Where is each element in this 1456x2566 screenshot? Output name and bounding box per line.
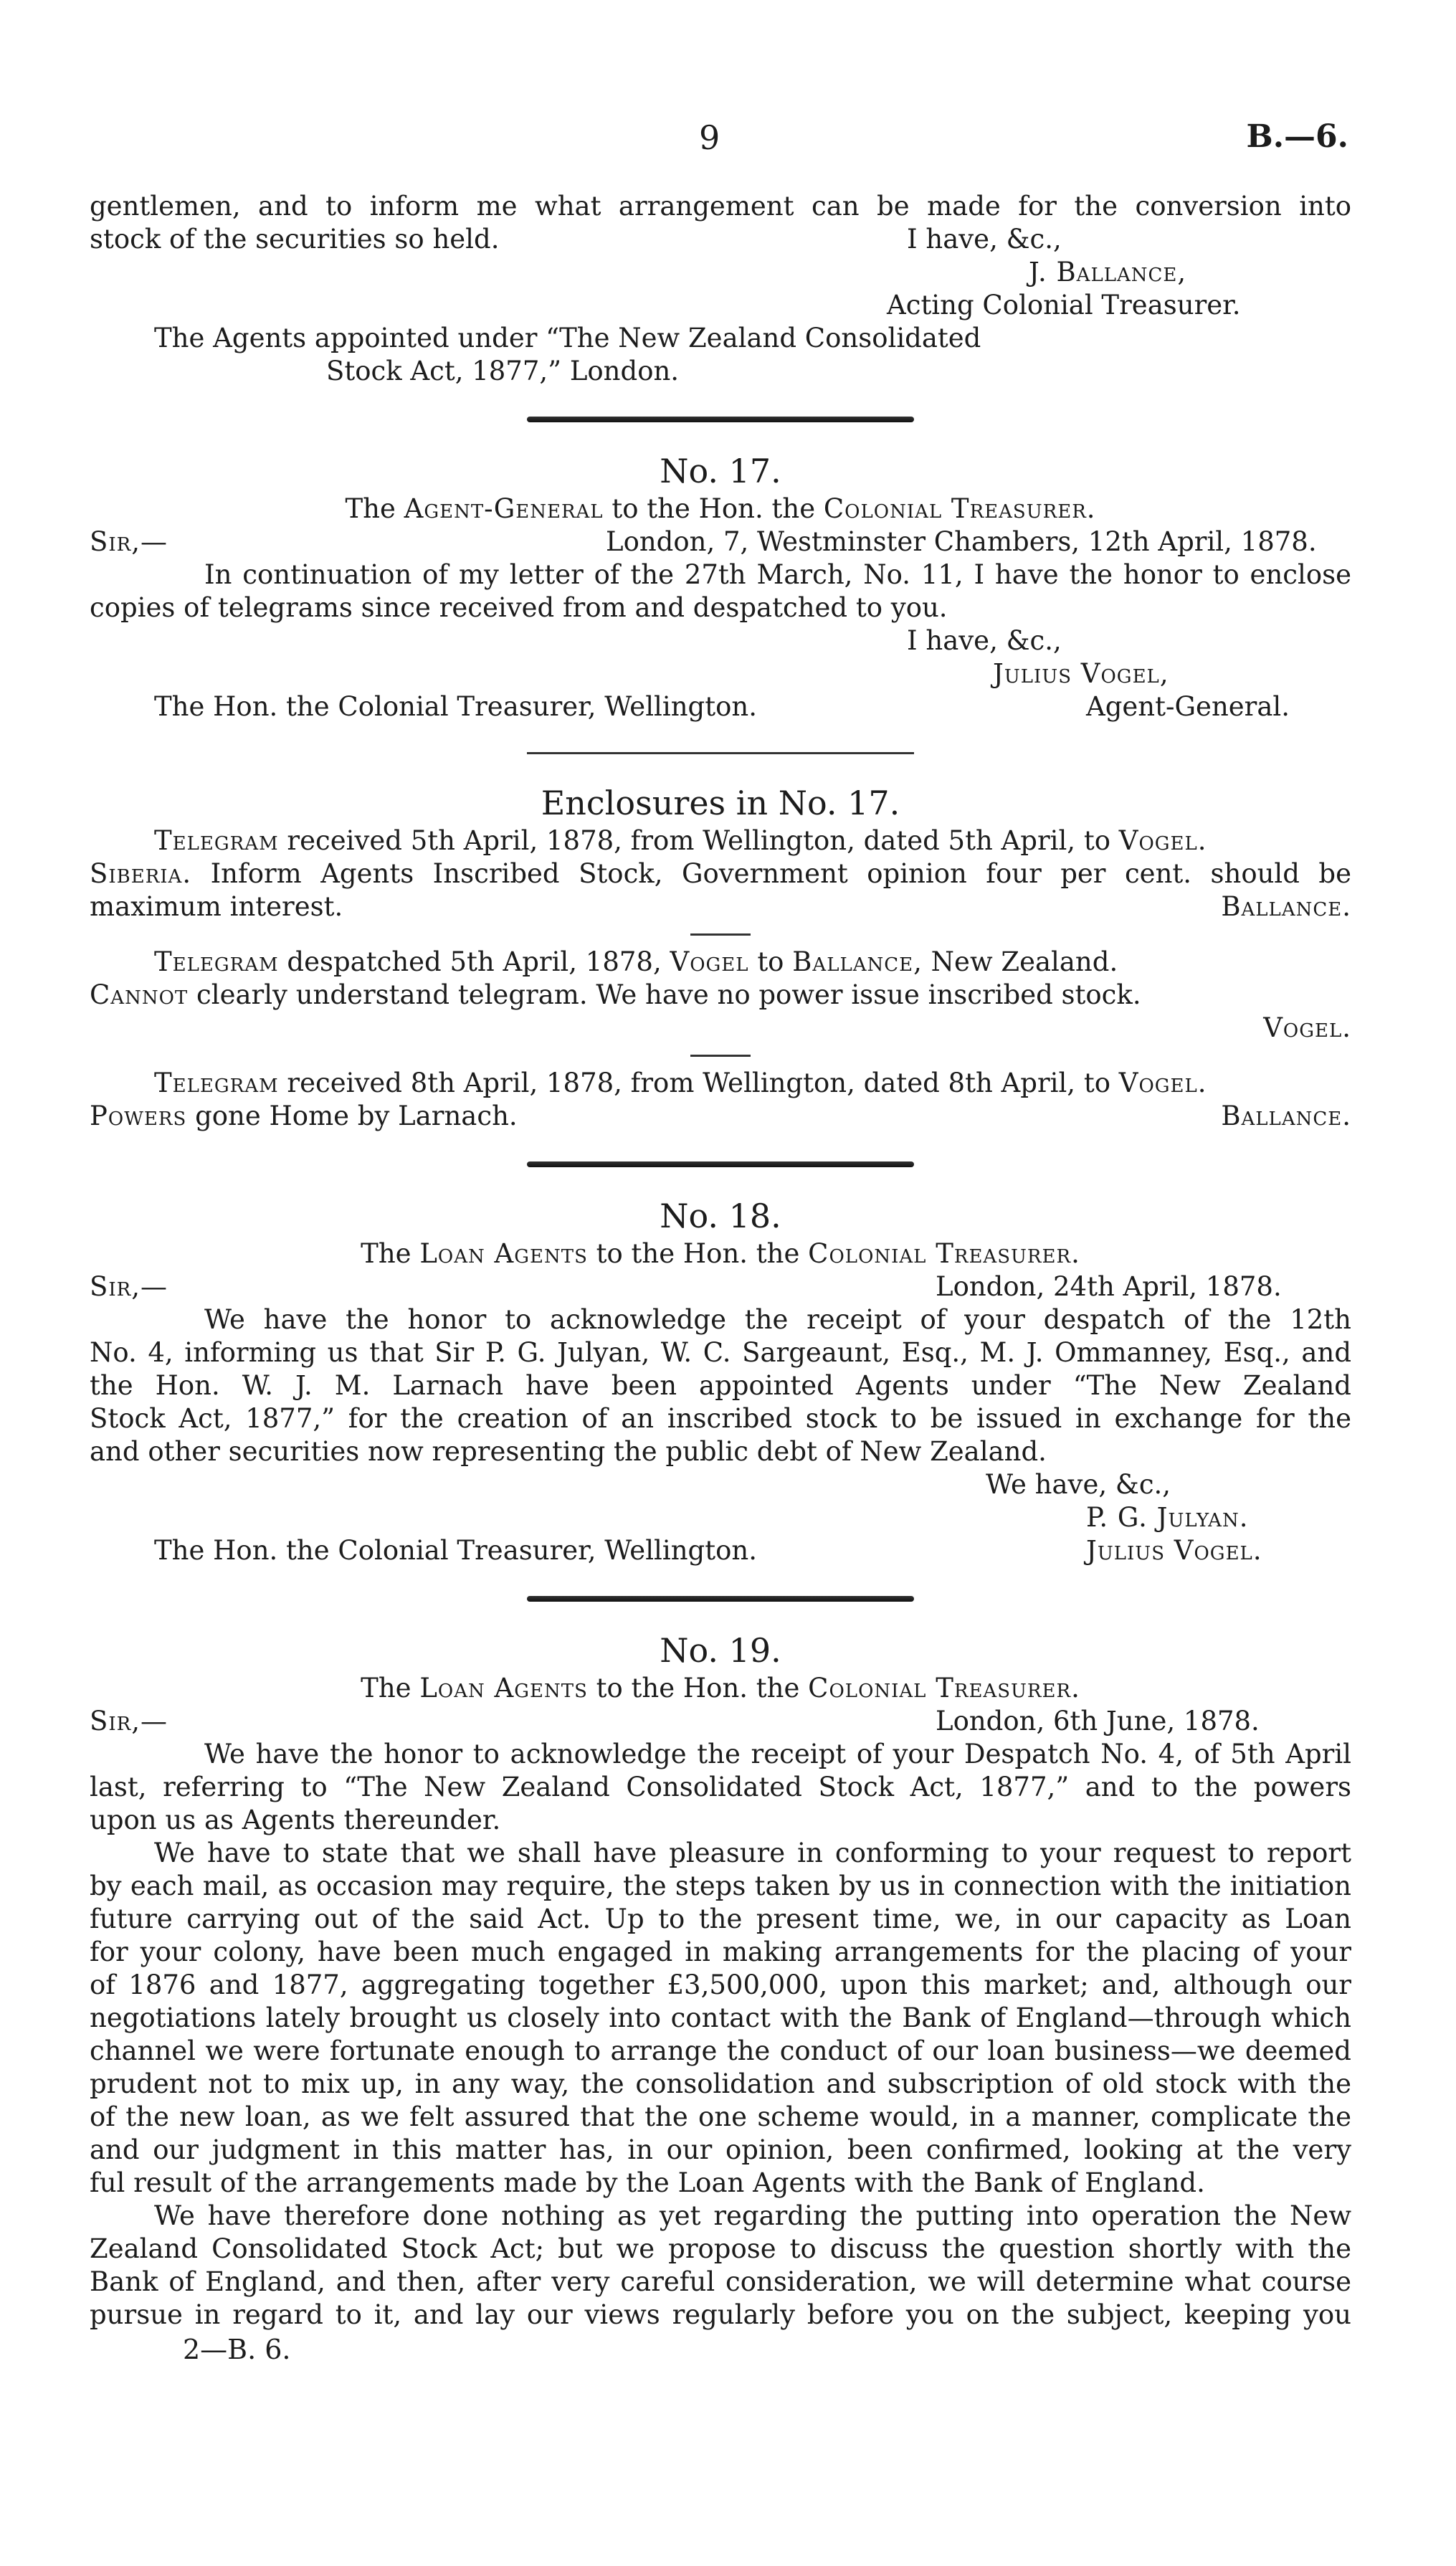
section-divider bbox=[527, 1161, 914, 1167]
body-line: In continuation of my letter of the 27th March, No. 11, I have the honor to enclose bbox=[204, 559, 1351, 590]
telegram-header: Telegram despatched 5th April, 1878, Vogel to Ballance, New Zealand. bbox=[154, 946, 1118, 977]
letter-title: The Loan Agents to the Hon. the Colonial Treasurer. bbox=[361, 1673, 1080, 1703]
telegram-body: Cannot clearly understand telegram. We have no power issue inscribed stock. bbox=[90, 979, 1141, 1010]
body-line: by each mail, as occasion may require, the steps taken by us in connection with the initiation bbox=[90, 1871, 1351, 1901]
letter-title: The Loan Agents to the Hon. the Colonial Treasurer. bbox=[361, 1238, 1080, 1269]
letter-no-18 bbox=[90, 1194, 1351, 1567]
salutation: Sir,— bbox=[90, 1271, 168, 1302]
body-line: We have therefore done nothing as yet regarding the putting into operation the New bbox=[154, 2200, 1351, 2231]
body-line: No. 4, informing us that Sir P. G. Julyan, W. C. Sargeaunt, Esq., M. J. Ommanney, Esq., and bbox=[90, 1337, 1351, 1368]
document-reference: B.—6. bbox=[1246, 118, 1348, 155]
page-body bbox=[90, 190, 1351, 2366]
addressee: Stock Act, 1877,” London. bbox=[326, 356, 680, 386]
body-line: copies of telegrams since received from and despatched to you. bbox=[90, 592, 948, 623]
body-line: channel we were fortunate enough to arrange the conduct of our loan business—we deemed bbox=[90, 2035, 1351, 2066]
telegram-body: Siberia. Inform Agents Inscribed Stock, Government opinion four per cent. should be bbox=[90, 858, 1351, 889]
addressee: The Agents appointed under “The New Zealand Consolidated bbox=[154, 323, 981, 353]
body-line: future carrying out of the said Act. Up to the present time, we, in our capacity as Loan bbox=[90, 1904, 1351, 1934]
body-line: for your colony, have been much engaged in making arrangements for the placing of your bbox=[90, 1937, 1351, 1967]
signature-mark: 2—B. 6. bbox=[183, 2334, 291, 2365]
letter-no-19 bbox=[90, 1629, 1351, 2332]
dateline: London, 6th June, 1878. bbox=[936, 1706, 1260, 1736]
intro-letter bbox=[90, 190, 1351, 388]
body-line: Zealand Consolidated Stock Act; but we propose to discuss the question shortly with the bbox=[90, 2233, 1351, 2264]
section-divider bbox=[527, 1596, 914, 1602]
telegram-signature: Ballance. bbox=[1221, 1101, 1351, 1131]
signature-title: Agent-General. bbox=[1086, 691, 1290, 722]
salutation: Sir,— bbox=[90, 1706, 168, 1736]
signature: P. G. Julyan. bbox=[1086, 1502, 1249, 1533]
enclosures-heading: Enclosures in No. 17. bbox=[541, 784, 900, 822]
telegram-body: Powers bbox=[90, 1101, 187, 1131]
telegram-signature: Vogel. bbox=[1263, 1012, 1351, 1043]
letter-number: No. 17. bbox=[660, 452, 781, 490]
letter-number: No. 19. bbox=[660, 1631, 781, 1670]
letter-title: The Agent-General to the Hon. the Colonial Treasurer. bbox=[345, 493, 1096, 524]
body-line: of 1876 and 1877, aggregating together £3,500,000, upon this market; and, although our bbox=[90, 1969, 1351, 2000]
body-line: of the new loan, as we felt assured that the one scheme would, in a manner, complicate the bbox=[90, 2101, 1351, 2132]
closing: I have, &c., bbox=[907, 625, 1062, 656]
closing: We have, &c., bbox=[986, 1469, 1171, 1500]
signature: J. Ballance, bbox=[1029, 257, 1187, 288]
telegram-signature: Ballance. bbox=[1221, 891, 1351, 922]
telegram-header: Telegram received 5th April, 1878, from Wellington, dated 5th April, to Vogel. bbox=[154, 825, 1207, 856]
body-line: Bank of England, and then, after very careful consideration, we will determine what course bbox=[90, 2266, 1351, 2297]
body-line: Stock Act, 1877,” for the creation of an inscribed stock to be issued in exchange for the bbox=[90, 1403, 1351, 1434]
section-divider bbox=[527, 417, 914, 422]
signature: Julius Vogel, bbox=[993, 658, 1169, 689]
section-divider bbox=[527, 752, 914, 754]
salutation: Sir,— bbox=[90, 526, 168, 557]
page-header bbox=[0, 118, 1456, 161]
body-line: negotiations lately brought us closely into contact with the Bank of England—through which bbox=[90, 2002, 1351, 2033]
signature-title: Acting Colonial Treasurer. bbox=[887, 290, 1241, 320]
signature: Julius Vogel. bbox=[1086, 1535, 1262, 1566]
telegram-divider bbox=[690, 933, 751, 936]
dateline: London, 24th April, 1878. bbox=[936, 1271, 1282, 1302]
body-line: last, referring to “The New Zealand Consolidated Stock Act, 1877,” and to the powers bbox=[90, 1772, 1351, 1802]
closing: I have, &c., bbox=[907, 224, 1062, 255]
body-line: upon us as Agents thereunder. bbox=[90, 1805, 501, 1835]
letter-no-17 bbox=[90, 450, 1351, 723]
telegram-body: maximum interest. bbox=[90, 891, 343, 922]
dateline: London, 7, Westminster Chambers, 12th April, 1878. bbox=[606, 526, 1317, 557]
body-line: We have the honor to acknowledge the receipt of your despatch of the 12th bbox=[204, 1304, 1351, 1335]
body-line: We have the honor to acknowledge the receipt of your Despatch No. 4, of 5th April bbox=[204, 1739, 1351, 1769]
letter-number: No. 18. bbox=[660, 1197, 781, 1235]
body-line: prudent not to mix up, in any way, the consolidation and subscription of old stock with the bbox=[90, 2068, 1351, 2099]
telegram-header: Telegram received 8th April, 1878, from Wellington, dated 8th April, to Vogel. bbox=[154, 1068, 1207, 1098]
body-line: and our judgment in this matter has, in our opinion, been confirmed, looking at the very bbox=[90, 2134, 1351, 2165]
intro-line: gentlemen, and to inform me what arrangement can be made for the conversion into bbox=[90, 191, 1351, 222]
body-line: ful result of the arrangements made by the Loan Agents with the Bank of England. bbox=[90, 2167, 1205, 2198]
addressee: The Hon. the Colonial Treasurer, Wellington. bbox=[154, 691, 757, 722]
body-line: pursue in regard to it, and lay our views regularly before you on the subject, keeping you bbox=[90, 2299, 1351, 2330]
body-line: We have to state that we shall have pleasure in conforming to your request to report bbox=[154, 1838, 1351, 1868]
telegram-divider bbox=[690, 1055, 751, 1057]
enclosures-no-17: Enclosures in No. 17. Telegram received 5th April, 1878, from Wellington, dated 5th April, to Vogel. Siberia. Inform Agents Inscribed Stock, Government opinion four per cent. should be maximum interest. Ballance. Telegram despatched 5th April, 1878, Vogel to Ballance, New Zealand. Cannot clearly understand telegram. We have no power issue inscribed stock. Vogel. Telegram received 8th April, 1878, from Wellington, dated 8th April, to Vogel. Powers gone Home by Larnach. Ballance. bbox=[90, 781, 1351, 1133]
addressee: The Hon. the Colonial Treasurer, Wellington. bbox=[154, 1535, 757, 1566]
body-line: and other securities now representing the public debt of New Zealand. bbox=[90, 1436, 1047, 1467]
body-line: the Hon. W. J. M. Larnach have been appointed Agents under “The New Zealand bbox=[90, 1370, 1351, 1401]
intro-line: stock of the securities so held. I have, &c., bbox=[90, 224, 1062, 255]
page-number: 9 bbox=[699, 118, 720, 157]
